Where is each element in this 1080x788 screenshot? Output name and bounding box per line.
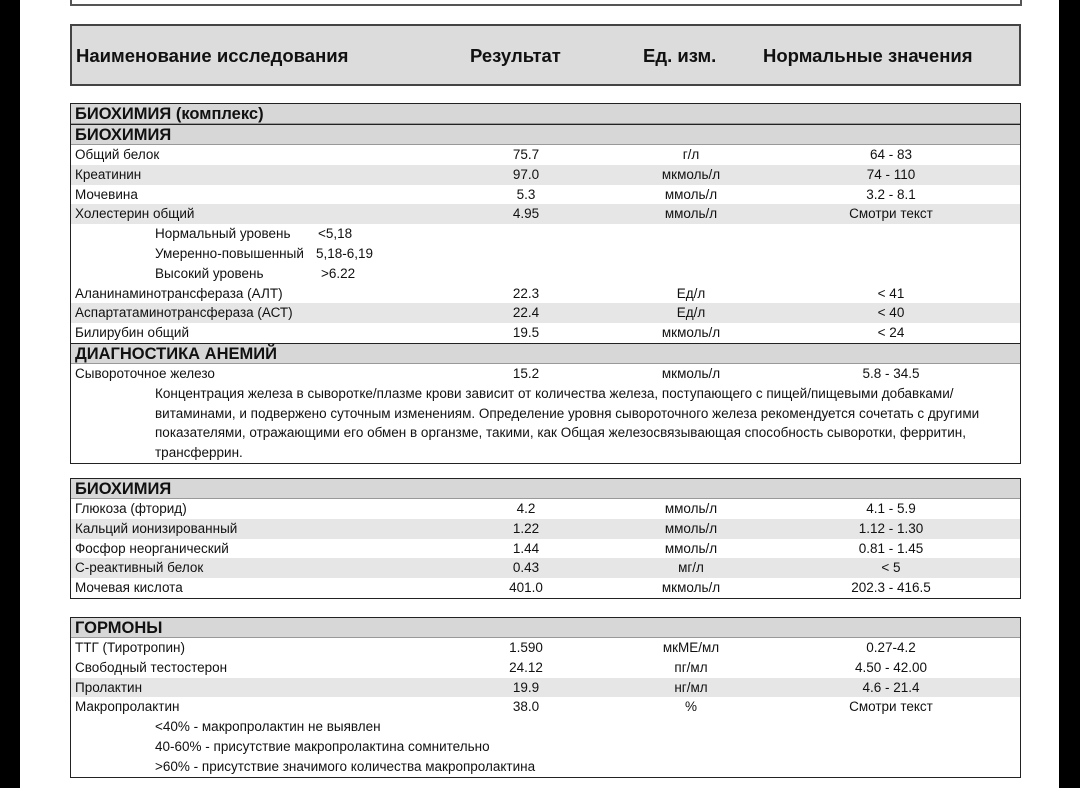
header-norm: Нормальные значения	[763, 45, 973, 66]
test-unit: мкмоль/л	[661, 166, 721, 182]
test-unit: мкмоль/л	[661, 365, 721, 381]
test-unit: г/л	[682, 147, 700, 162]
test-unit: мкМЕ/мл	[662, 640, 720, 655]
test-unit: ммоль/л	[664, 206, 718, 222]
section-biochem	[70, 478, 1021, 599]
note-text: 40-60% - присутствие макропролактина сомнительно	[155, 738, 490, 754]
test-name: Макропролактин	[75, 699, 180, 715]
section-title: ГОРМОНЫ	[71, 618, 1020, 638]
test-name: Креатинин	[75, 166, 142, 182]
test-name: Аланинаминотрансфераза (АЛТ)	[75, 285, 283, 301]
table-row	[71, 558, 1020, 578]
test-name: Свободный тестостерон	[75, 659, 228, 675]
table-row	[71, 519, 1020, 539]
previous-table-edge	[70, 0, 1022, 6]
note-label: Высокий уровень	[155, 265, 264, 281]
test-result: 15.2	[512, 365, 540, 381]
test-unit: ммоль/л	[664, 186, 718, 202]
note-label: Нормальный уровень	[155, 226, 291, 242]
test-name: Глюкоза (фторид)	[75, 501, 187, 516]
test-norm: < 5	[881, 560, 901, 576]
note-text: >60% - присутствие значимого количества макропролактина	[155, 758, 536, 774]
test-name: Аспартатаминотрансфераза (АСТ)	[75, 305, 293, 321]
note-value: 5,18-6,19	[316, 245, 374, 261]
subsection-title-anemia: ДИАГНОСТИКА АНЕМИЙ	[71, 343, 1020, 364]
test-unit: Ед/л	[676, 305, 706, 321]
test-result: 4.2	[516, 501, 536, 516]
table-row	[71, 284, 1020, 304]
table-row	[71, 578, 1020, 598]
test-result: 1.22	[512, 520, 540, 536]
test-norm: 64 - 83	[869, 147, 913, 162]
test-name: Фосфор неорганический	[75, 540, 229, 556]
test-name: Билирубин общий	[75, 325, 189, 341]
note-text: <40% - макропролактин не выявлен	[155, 719, 381, 735]
table-row	[71, 678, 1020, 698]
test-name: Общий белок	[75, 147, 160, 162]
table-row	[71, 185, 1020, 205]
header-result: Результат	[470, 45, 561, 66]
test-result: 19.9	[512, 679, 540, 695]
test-norm: 3.2 - 8.1	[866, 186, 916, 202]
test-result: 19.5	[512, 325, 540, 341]
test-unit: нг/мл	[674, 679, 708, 695]
macroprolactin-note	[71, 717, 1020, 737]
table-row	[71, 323, 1020, 343]
test-unit: Ед/л	[676, 285, 706, 301]
test-name: Холестерин общий	[75, 206, 195, 222]
test-result: 401.0	[509, 580, 543, 596]
test-norm: 202.3 - 416.5	[851, 580, 931, 596]
test-norm: < 24	[877, 325, 905, 341]
note-value: <5,18	[318, 226, 353, 242]
test-result: 38.0	[512, 699, 540, 715]
test-name: Мочевая кислота	[75, 580, 183, 596]
test-name: Пролактин	[75, 679, 143, 695]
header-unit: Ед. изм.	[643, 45, 717, 66]
cholesterol-note	[71, 244, 1020, 264]
section-title: БИОХИМИЯ (комплекс)	[71, 104, 1020, 124]
test-unit: мг/л	[678, 560, 704, 576]
table-row	[71, 145, 1020, 165]
test-name: С-реактивный белок	[75, 560, 204, 576]
note-label: Умеренно-повышенный	[155, 245, 304, 261]
lab-report-page	[20, 0, 1059, 788]
table-row	[71, 499, 1020, 519]
table-row	[71, 303, 1020, 323]
note-value: >6.22	[321, 265, 356, 281]
cholesterol-note	[71, 224, 1020, 244]
test-unit: мкмоль/л	[661, 325, 721, 341]
test-name: ТТГ (Тиротропин)	[75, 640, 185, 655]
test-result: 4.95	[512, 206, 540, 222]
test-unit: ммоль/л	[664, 540, 718, 556]
test-norm: 1.12 - 1.30	[858, 520, 924, 536]
test-result: 24.12	[509, 659, 543, 675]
cholesterol-note	[71, 264, 1020, 284]
table-row	[71, 539, 1020, 559]
test-result: 1.590	[509, 640, 543, 655]
test-norm: 74 - 110	[866, 166, 916, 182]
test-unit: ммоль/л	[664, 520, 718, 536]
table-row	[71, 638, 1020, 658]
iron-note-paragraph: Концентрация железа в сыворотке/плазме крови зависит от количества железа, поступающего с пищей/пищевыми добавками/витаминами, и подвержено суточным изменениям. Определение уровня сывороточного железа рекомендуется сочетать с другими показателями, отражающими его обмен в органзме, такими, как Общая железосвязывающая способность сыворотки, ферритин, трансферрин.	[155, 385, 980, 461]
section-title: БИОХИМИЯ	[71, 479, 1020, 499]
macroprolactin-note	[71, 757, 1020, 777]
test-result: 97.0	[512, 166, 540, 182]
table-row	[71, 364, 1020, 384]
subsection-title: БИОХИМИЯ	[71, 124, 1020, 145]
test-result: 75.7	[512, 147, 540, 162]
test-unit: %	[684, 699, 697, 715]
test-result: 5.3	[516, 186, 536, 202]
macroprolactin-note	[71, 737, 1020, 757]
table-row	[71, 204, 1020, 224]
section-hormones	[70, 617, 1021, 778]
test-result: 0.43	[512, 560, 540, 576]
test-name: Мочевина	[75, 186, 138, 202]
test-unit: мкмоль/л	[661, 580, 721, 596]
test-unit: ммоль/л	[664, 501, 718, 516]
test-norm: 0.81 - 1.45	[858, 540, 924, 556]
header-test-name: Наименование исследования	[76, 45, 349, 66]
table-row	[71, 658, 1020, 678]
table-row	[71, 697, 1020, 717]
test-norm: Смотри текст	[849, 699, 933, 715]
test-result: 22.3	[512, 285, 540, 301]
test-norm: 5.8 - 34.5	[862, 365, 920, 381]
test-unit: пг/мл	[674, 659, 708, 675]
test-norm: 0.27-4.2	[866, 640, 916, 655]
test-norm: 4.50 - 42.00	[854, 659, 928, 675]
section-biochem-complex	[70, 103, 1021, 464]
test-name: Кальций ионизированный	[75, 520, 238, 536]
test-norm: 4.1 - 5.9	[866, 501, 916, 516]
table-row	[71, 165, 1020, 185]
test-result: 1.44	[512, 540, 540, 556]
test-result: 22.4	[512, 305, 540, 321]
test-name: Сывороточное железо	[75, 365, 215, 381]
test-norm: < 41	[877, 285, 905, 301]
test-norm: Смотри текст	[849, 206, 933, 222]
test-norm: 4.6 - 21.4	[862, 679, 920, 695]
test-norm: < 40	[877, 305, 905, 321]
table-header	[70, 24, 1021, 86]
